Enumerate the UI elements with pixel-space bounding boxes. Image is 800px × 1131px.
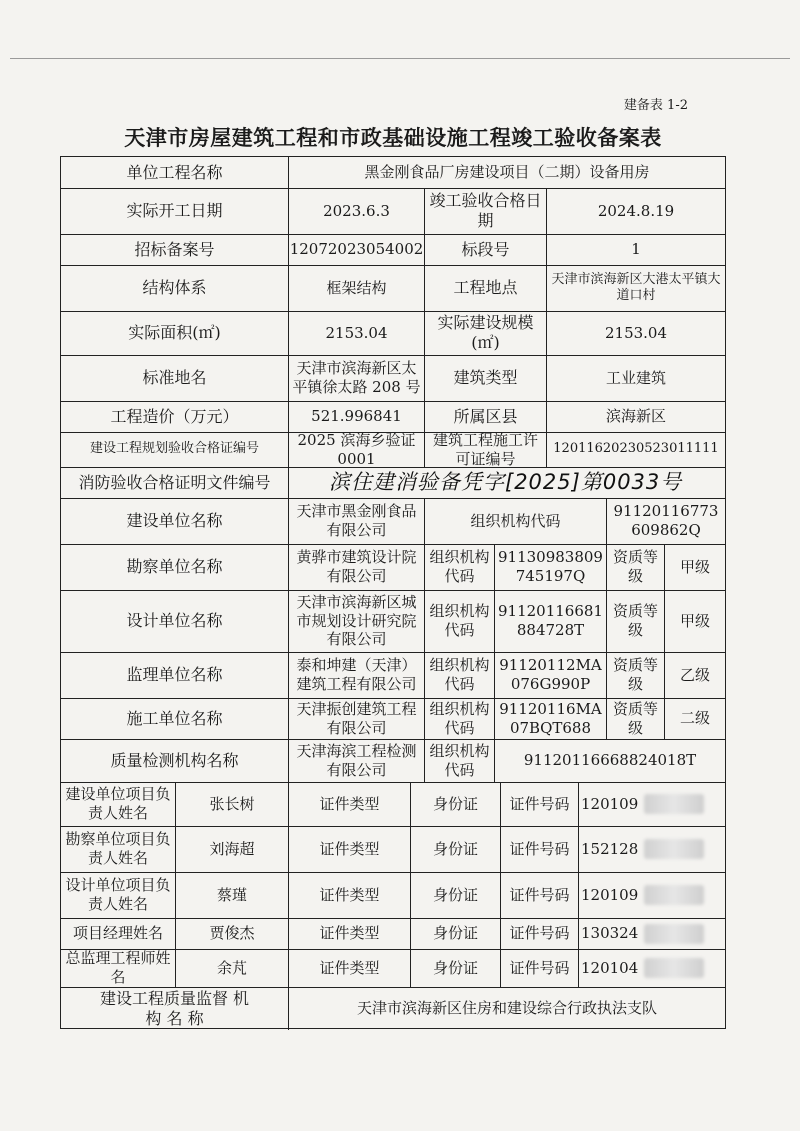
- id-no-prefix: 130324: [581, 924, 639, 943]
- design-org-code: 91120116681884728T: [495, 590, 607, 652]
- supervision-agency-label: 建设工程质量监督 机 构 名 称: [61, 987, 289, 1030]
- person-name: 张长树: [176, 782, 289, 826]
- id-type-value: 身份证: [411, 949, 501, 987]
- table-row: [61, 467, 725, 499]
- id-type-value: 身份证: [411, 918, 501, 949]
- construction-org-code-label: 组织机构代码: [425, 698, 495, 739]
- building-type-label: 建筑类型: [425, 355, 547, 401]
- supervision-grade-label: 资质等级: [607, 652, 665, 698]
- table-row: [61, 949, 725, 988]
- table-row: [61, 652, 725, 699]
- table-row: [61, 826, 725, 873]
- table-row: [61, 739, 725, 783]
- acceptance-date-label: 竣工验收合格日期: [425, 188, 547, 234]
- acceptance-date-value: 2024.8.19: [597, 201, 675, 220]
- survey-org-code: 91130983809745197Q: [495, 544, 607, 590]
- record-table: [60, 156, 726, 1029]
- redacted-id: [644, 958, 704, 978]
- person-role: 设计单位项目负责人姓名: [61, 872, 176, 918]
- testing-org-code: 91120116668824018T: [523, 751, 697, 770]
- person-role: 项目经理姓名: [61, 918, 176, 949]
- structure-label: 结构体系: [61, 265, 289, 311]
- planning-cert-label: 建设工程规划验收合格证编号: [61, 432, 289, 467]
- table-row: [61, 498, 725, 545]
- person-name: 余芃: [176, 949, 289, 987]
- survey-org-code-label: 组织机构代码: [425, 544, 495, 590]
- design-label: 设计单位名称: [61, 590, 289, 652]
- scale-label: 实际建设规模(㎡): [425, 311, 547, 355]
- person-role: 总监理工程师姓名: [61, 949, 176, 987]
- district-value: 滨海新区: [605, 407, 666, 426]
- id-no-label: 证件号码: [501, 918, 579, 949]
- table-row: [61, 544, 725, 591]
- id-no-label: 证件号码: [501, 872, 579, 918]
- unit-project-name-label: 单位工程名称: [61, 157, 289, 188]
- table-row: [61, 234, 725, 266]
- area-value: 2153.04: [289, 311, 425, 355]
- table-row: [61, 355, 725, 402]
- redacted-id: [644, 924, 704, 944]
- survey-grade: 甲级: [679, 557, 710, 576]
- person-name: 蔡瑾: [176, 872, 289, 918]
- construction-org-code: 91120116MA07BQT688: [495, 698, 607, 739]
- construction-grade-label: 资质等级: [607, 698, 665, 739]
- construction-grade: 二级: [679, 709, 710, 728]
- bid-record-value: 12072023054002: [289, 234, 425, 265]
- planning-cert-value: 2025 滨海乡验证 0001: [289, 432, 425, 467]
- survey-name: 黄骅市建筑设计院有限公司: [289, 544, 425, 590]
- table-row: [61, 918, 725, 950]
- builder-name: 天津市黑金刚食品有限公司: [289, 498, 425, 544]
- area-label: 实际面积(㎡): [61, 311, 289, 355]
- table-row: [61, 872, 725, 919]
- table-row: [61, 590, 725, 653]
- table-row: [61, 157, 725, 189]
- testing-org-code-label: 组织机构代码: [425, 739, 495, 782]
- builder-org-code: 91120116773609862Q: [613, 502, 719, 539]
- survey-label: 勘察单位名称: [61, 544, 289, 590]
- supervision-org-code-label: 组织机构代码: [425, 652, 495, 698]
- district-label: 所属区县: [425, 401, 547, 432]
- construction-name: 天津振创建筑工程有限公司: [289, 698, 425, 739]
- section-label: 标段号: [425, 234, 547, 265]
- id-no-label: 证件号码: [501, 826, 579, 872]
- start-date-value: 2023.6.3: [289, 188, 425, 234]
- supervision-name: 泰和坤建（天津）建筑工程有限公司: [289, 652, 425, 698]
- supervision-label: 监理单位名称: [61, 652, 289, 698]
- design-grade-label: 资质等级: [607, 590, 665, 652]
- id-type-label: 证件类型: [289, 826, 411, 872]
- section-value: 1: [631, 240, 641, 259]
- structure-value: 框架结构: [289, 265, 425, 311]
- construction-permit-label: 建筑工程施工许可证编号: [425, 432, 547, 467]
- redacted-id: [644, 839, 704, 859]
- cost-label: 工程造价（万元）: [61, 401, 289, 432]
- id-type-label: 证件类型: [289, 918, 411, 949]
- fire-cert-label: 消防验收合格证明文件编号: [61, 467, 289, 498]
- address-label: 标准地名: [61, 355, 289, 401]
- bid-record-label: 招标备案号: [61, 234, 289, 265]
- redacted-id: [644, 794, 704, 814]
- table-row: [61, 265, 725, 312]
- construction-label: 施工单位名称: [61, 698, 289, 739]
- design-org-code-label: 组织机构代码: [425, 590, 495, 652]
- location-label: 工程地点: [425, 265, 547, 311]
- top-rule: [10, 58, 790, 59]
- scale-value: 2153.04: [604, 323, 668, 342]
- id-type-value: 身份证: [411, 872, 501, 918]
- testing-label: 质量检测机构名称: [61, 739, 289, 782]
- person-name: 贾俊杰: [176, 918, 289, 949]
- page-title: 天津市房屋建筑工程和市政基础设施工程竣工验收备案表: [124, 126, 662, 150]
- table-row: [61, 432, 725, 468]
- builder-label: 建设单位名称: [61, 498, 289, 544]
- id-no-label: 证件号码: [501, 782, 579, 826]
- cost-value: 521.996841: [289, 401, 425, 432]
- person-role: 建设单位项目负责人姓名: [61, 782, 176, 826]
- id-no-prefix: 120109: [581, 885, 639, 904]
- id-type-label: 证件类型: [289, 782, 411, 826]
- address-value: 天津市滨海新区太平镇徐太路 208 号: [289, 355, 425, 401]
- supervision-org-code: 91120112MA076G990P: [495, 652, 607, 698]
- person-role: 勘察单位项目负责人姓名: [61, 826, 176, 872]
- table-row: [61, 698, 725, 740]
- id-type-value: 身份证: [411, 826, 501, 872]
- fire-cert-value: 滨住建消验备凭字[2025]第0033号: [329, 470, 683, 495]
- id-no-prefix: 120109: [581, 794, 639, 813]
- survey-grade-label: 资质等级: [607, 544, 665, 590]
- redacted-id: [644, 885, 704, 905]
- table-row: [61, 782, 725, 827]
- builder-org-code-label: 组织机构代码: [425, 498, 607, 544]
- id-no-label: 证件号码: [501, 949, 579, 987]
- person-name: 刘海超: [176, 826, 289, 872]
- construction-permit-value: 12011620230523011111: [553, 441, 719, 457]
- unit-project-name-value: 黑金刚食品厂房建设项目（二期）设备用房: [364, 163, 650, 182]
- id-type-value: 身份证: [411, 782, 501, 826]
- testing-name: 天津海滨工程检测有限公司: [289, 739, 425, 782]
- id-no-prefix: 152128: [581, 839, 639, 858]
- design-grade: 甲级: [679, 611, 710, 630]
- design-name: 天津市滨海新区城市规划设计研究院有限公司: [289, 590, 425, 652]
- id-type-label: 证件类型: [289, 872, 411, 918]
- id-type-label: 证件类型: [289, 949, 411, 987]
- start-date-label: 实际开工日期: [61, 188, 289, 234]
- id-no-prefix: 120104: [581, 958, 639, 977]
- table-row: [61, 188, 725, 235]
- supervision-agency-value: 天津市滨海新区住房和建设综合行政执法支队: [356, 999, 657, 1018]
- location-value: 天津市滨海新区大港太平镇大道口村: [551, 271, 721, 303]
- table-row: [61, 401, 725, 433]
- supervision-grade: 乙级: [679, 665, 710, 684]
- form-number: 建备表 1-2: [623, 98, 688, 113]
- building-type-value: 工业建筑: [605, 368, 666, 387]
- table-row: [61, 311, 725, 356]
- table-row: [61, 987, 725, 1030]
